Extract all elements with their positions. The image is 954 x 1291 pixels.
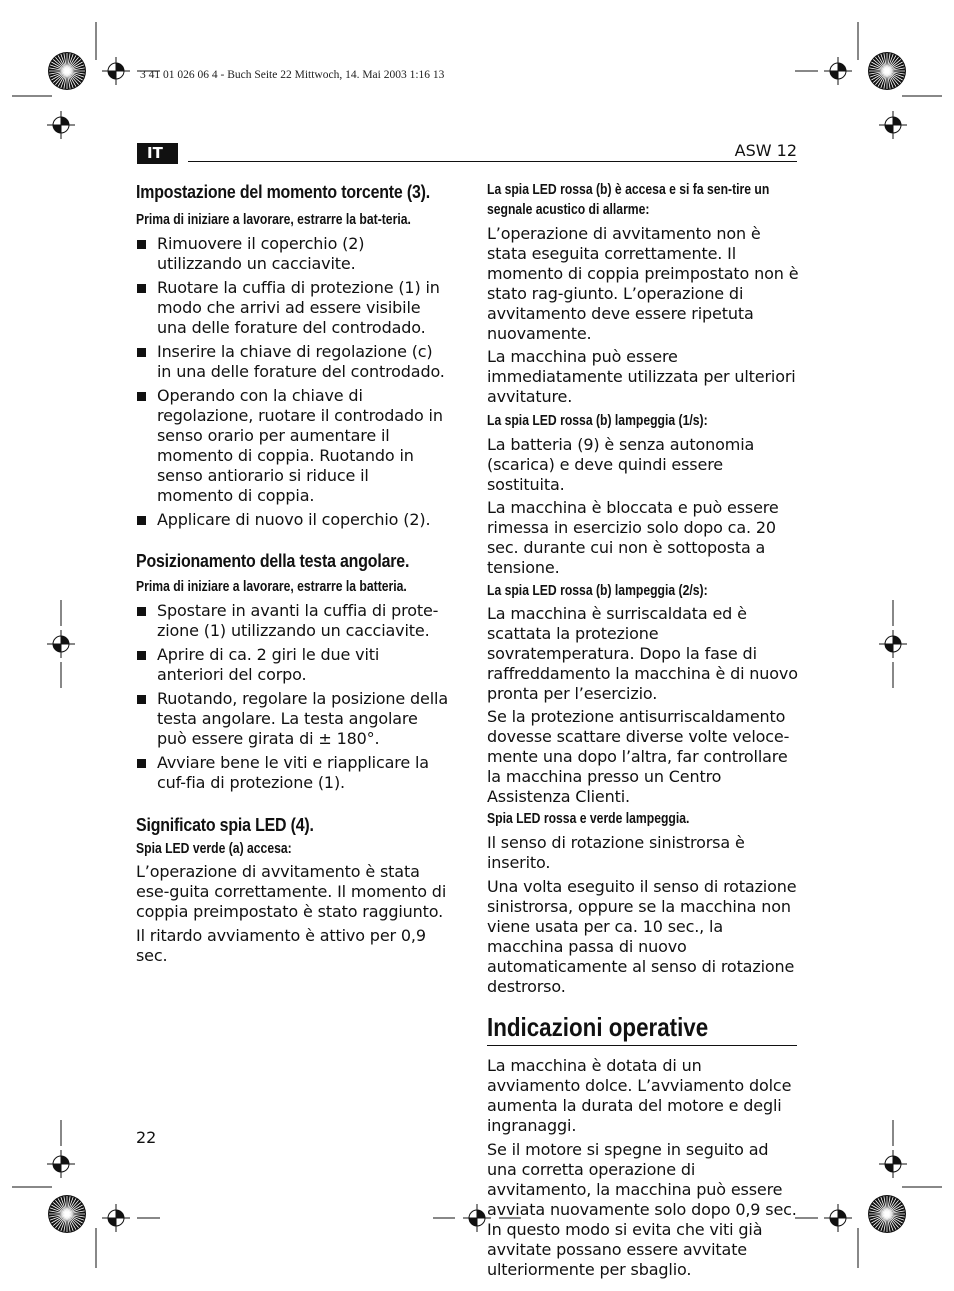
list-item: Rimuovere il coperchio (2) utilizzando un cacciavite.	[136, 234, 448, 274]
red-led-on-text-2: La macchina può essere immediatamente utilizzata per ulteriori avvitature.	[487, 347, 796, 406]
red-led-2s-text: La macchina è surriscaldata ed è scattata la protezione sovratemperatura. Dopo la fase di raffreddamento la macchina è di nuovo pronta per l’esercizio.	[487, 604, 798, 703]
bullet-icon	[137, 240, 146, 249]
bullet-icon	[137, 348, 146, 357]
red-green-led-text-2: Una volta eseguito il senso di rotazione sinistrorsa, oppure se la macchina non viene usata per ca. 10 sec., la macchina passa di nuovo automaticamente al senso di rotazione destrorso.	[487, 877, 797, 996]
bullet-icon	[137, 516, 146, 525]
bullet-icon	[137, 651, 146, 660]
title-rule	[487, 1045, 797, 1046]
torque-steps	[136, 234, 448, 530]
red-led-1s-text: La batteria (9) è senza autonomia (scarica) e deve quindi essere sostituita.	[487, 435, 755, 494]
right-column	[487, 180, 799, 1280]
torque-section-title: Impostazione del momento torcente (3).	[136, 181, 431, 202]
operating-text: La macchina è dotata di un avviamento dolce. L’avviamento dolce aumenta la durata del motore e degli ingranaggi.	[487, 1056, 792, 1135]
red-green-led-label: Spia LED rossa e verde lampeggia.	[487, 811, 690, 827]
header-rule	[188, 161, 797, 162]
bullet-icon	[137, 392, 146, 401]
bullet-icon	[137, 607, 146, 616]
operating-text-2: Se il motore si spegne in seguito ad una corretta operazione di avvitamento, la macchina può essere avviata nuovamente solo dopo 0,9 sec. In questo modo si evita che viti già avvitate possano essere avvitate ulteriormente per sbaglio.	[487, 1140, 797, 1279]
list-item: Avviare bene le viti e riapplicare la cuf-fia di protezione (1).	[136, 753, 448, 793]
red-led-on-label: La spia LED rossa (b) è accesa e si fa sen-tire un segnale acustico di allarme:	[487, 182, 770, 218]
bullet-icon	[137, 695, 146, 704]
list-item: Spostare in avanti la cuffia di prote-zione (1) utilizzando un cacciavite.	[136, 601, 448, 641]
print-info-line: 3 41 01 026 06 4 - Buch Seite 22 Mittwoch, 14. Mai 2003 1:16 13	[140, 69, 445, 81]
model-name: ASW 12	[734, 141, 797, 160]
operating-section-title: Indicazioni operative	[487, 1012, 709, 1042]
list-item: Operando con la chiave di regolazione, ruotare il controdado in senso orario per aumentare il momento di coppia. Ruotando in senso antiorario si riduce il momento di coppia.	[136, 386, 448, 506]
list-item: Ruotare la cuffia di protezione (1) in modo che arrivi ad essere visibile una delle forature del controdado.	[136, 278, 448, 338]
list-item: Ruotando, regolare la posizione della testa angolare. La testa angolare può essere girata di ± 180°.	[136, 689, 448, 749]
bullet-icon	[137, 284, 146, 293]
red-led-on-text: L’operazione di avvitamento non è stata eseguita correttamente. Il momento di coppia preimpostato non è stato rag-giunto. L’operazione di avvitamento deve essere ripetuta nuovamente.	[487, 224, 799, 343]
left-column	[136, 180, 448, 966]
led-section-title: Significato spia LED (4).	[136, 814, 314, 835]
angle-head-section-title: Posizionamento della testa angolare.	[136, 550, 410, 571]
green-led-delay-text: Il ritardo avviamento è attivo per 0,9 sec.	[136, 926, 426, 965]
torque-note: Prima di iniziare a lavorare, estrarre la bat-teria.	[136, 212, 411, 228]
bullet-icon	[137, 759, 146, 768]
list-item: Aprire di ca. 2 giri le due viti anteriori del corpo.	[136, 645, 448, 685]
list-item: Applicare di nuovo il coperchio (2).	[136, 510, 448, 530]
red-led-2s-text-2: Se la protezione antisurriscaldamento dovesse scattare diverse volte veloce-mente una dopo l’altra, far controllare la macchina presso un Centro Assistenza Clienti.	[487, 707, 790, 806]
language-badge: IT	[137, 143, 178, 164]
angle-head-steps	[136, 601, 448, 793]
red-led-1s-text-2: La macchina è bloccata e può essere rimessa in esercizio solo dopo ca. 20 sec. durante cui non è sottoposta a tensione.	[487, 498, 779, 577]
list-item: Inserire la chiave di regolazione (c) in una delle forature del controdado.	[136, 342, 448, 382]
page-number: 22	[136, 1128, 157, 1147]
red-green-led-text: Il senso di rotazione sinistrorsa è inserito.	[487, 833, 745, 872]
red-led-1s-label: La spia LED rossa (b) lampeggia (1/s):	[487, 413, 708, 429]
green-led-label: Spia LED verde (a) accesa:	[136, 841, 292, 857]
green-led-text: L’operazione di avvitamento è stata ese-guita correttamente. Il momento di coppia preimpostato è stato raggiunto.	[136, 862, 447, 921]
angle-head-note: Prima di iniziare a lavorare, estrarre la batteria.	[136, 579, 407, 595]
red-led-2s-label: La spia LED rossa (b) lampeggia (2/s):	[487, 583, 708, 599]
